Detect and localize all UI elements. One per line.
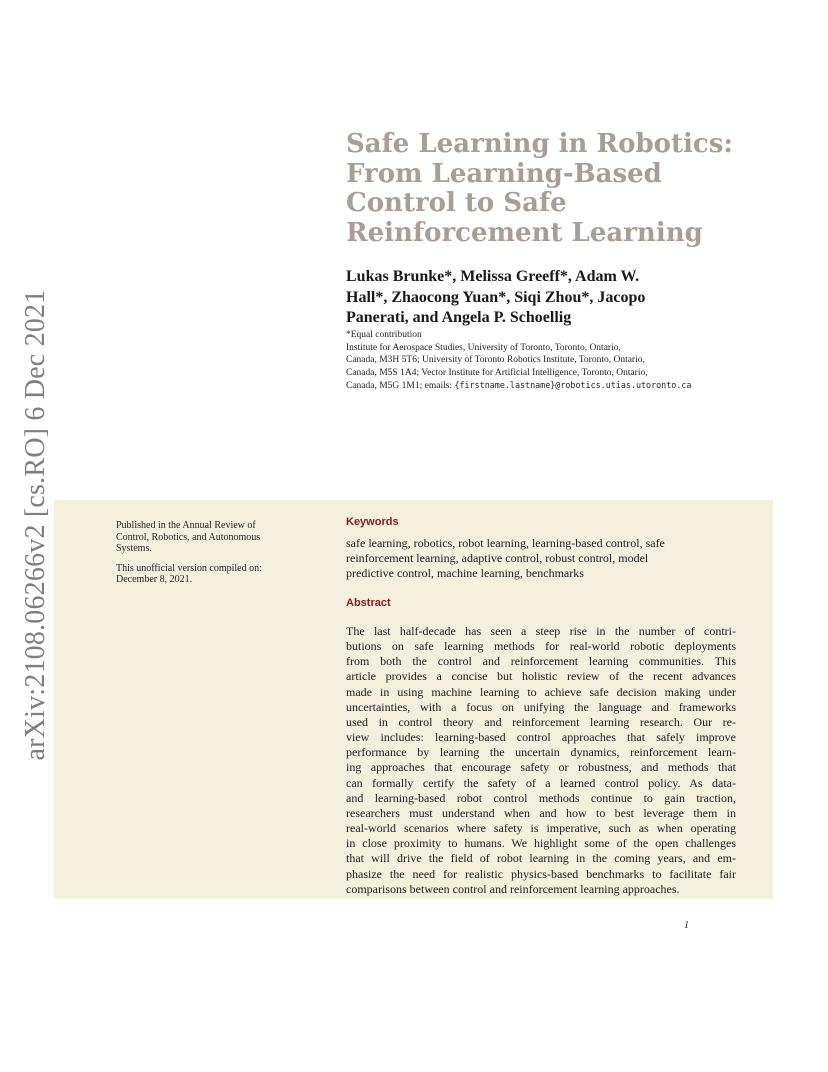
- email-pattern: {firstname.lastname}@robotics.utias.utoronto.ca: [454, 380, 692, 390]
- abstract-line: and learning-based robot control methods continue to gain traction,: [346, 790, 736, 805]
- abstract-line: The last half-decade has seen a steep rise in the number of contri-: [346, 624, 736, 638]
- compiled-line: December 8, 2021.: [116, 574, 193, 585]
- equal-contribution-note: *Equal contribution: [346, 330, 422, 340]
- title-line: Safe Learning in Robotics:: [346, 129, 733, 159]
- author-line: Panerati, and Angela P. Schoellig: [346, 309, 572, 326]
- affiliation-line: Institute for Aerospace Studies, University of Toronto, Toronto, Ontario,: [346, 342, 621, 353]
- affiliation-line: Canada, M5S 1A4; Vector Institute for Artificial Intelligence, Toronto, Ontario,: [346, 367, 648, 378]
- author-line: Hall*, Zhaocong Yuan*, Siqi Zhou*, Jacopo: [346, 288, 646, 306]
- affiliation-block: [346, 329, 766, 393]
- keywords-list: [346, 536, 766, 581]
- keywords-line: safe learning, robotics, robot learning, learning-based control, safe: [346, 536, 665, 550]
- abstract-heading: Abstract: [346, 597, 391, 609]
- paper-title: [346, 130, 786, 248]
- title-line: Reinforcement Learning: [346, 217, 703, 248]
- keywords-line: predictive control, machine learning, benchmarks: [346, 566, 584, 580]
- keywords-line: reinforcement learning, adaptive control, robust control, model: [346, 551, 649, 565]
- title-line: From Learning-Based: [346, 158, 662, 189]
- abstract-line: that will drive the field of robot learning in the coming years, and em-: [346, 851, 736, 866]
- abstract-last-line: comparisons between control and reinforcement learning approaches.: [346, 881, 680, 896]
- abstract-line: ing approaches that encourage safety or robustness, and methods that: [346, 760, 736, 775]
- affiliation-line: Canada, M3H 5T6; University of Toronto Robotics Institute, Toronto, Ontario,: [346, 355, 645, 365]
- author-list: [346, 267, 746, 329]
- abstract-line: in close proximity to humans. We highlight some of the open challenges: [346, 836, 736, 851]
- published-line: Control, Robotics, and Autonomous: [116, 531, 261, 543]
- arxiv-identifier: arXiv:2108.06266v2 [cs.RO] 6 Dec 2021: [20, 289, 51, 761]
- abstract-line: made in using machine learning to achieve safe decision making under: [346, 684, 736, 699]
- abstract-line: real-world scenarios where safety is imperative, such as when operating: [346, 821, 736, 836]
- published-line: Published in the Annual Review of: [116, 520, 256, 531]
- abstract-line: uncertainties, with a focus on unifying the language and frameworks: [346, 699, 736, 714]
- keywords-heading: Keywords: [346, 516, 399, 528]
- abstract-line: from both the control and reinforcement learning communities. This: [346, 654, 736, 669]
- affiliation-last-prefix: Canada, M5G 1M1; emails:: [346, 381, 455, 391]
- page-number: 1: [684, 920, 689, 931]
- title-line: Control to Safe: [346, 188, 567, 218]
- abstract-line: researchers must understand when and how to best leverage them in: [346, 805, 736, 820]
- published-line: Systems.: [116, 543, 152, 554]
- publication-sidenote: [116, 520, 316, 586]
- author-line: Lukas Brunke*, Melissa Greeff*, Adam W.: [346, 268, 640, 285]
- abstract-line: article provides a concise but holistic review of the recent advances: [346, 669, 736, 684]
- abstract-line: can formally certify the safety of a learned control policy. As data-: [346, 775, 736, 790]
- affiliation-line: [346, 379, 766, 393]
- abstract-line: view includes: learning-based control approaches that safely improve: [346, 730, 736, 745]
- abstract-line: phasize the need for realistic physics-based benchmarks to facilitate fair: [346, 866, 736, 881]
- compiled-line: This unofficial version compiled on:: [116, 562, 262, 574]
- abstract-body: [346, 624, 736, 897]
- abstract-line: butions on safe learning methods for real-world robotic deployments: [346, 639, 736, 654]
- abstract-line: used in control theory and reinforcement learning research. Our re-: [346, 714, 736, 729]
- abstract-line: performance by learning the uncertain dynamics, reinforcement learn-: [346, 745, 736, 760]
